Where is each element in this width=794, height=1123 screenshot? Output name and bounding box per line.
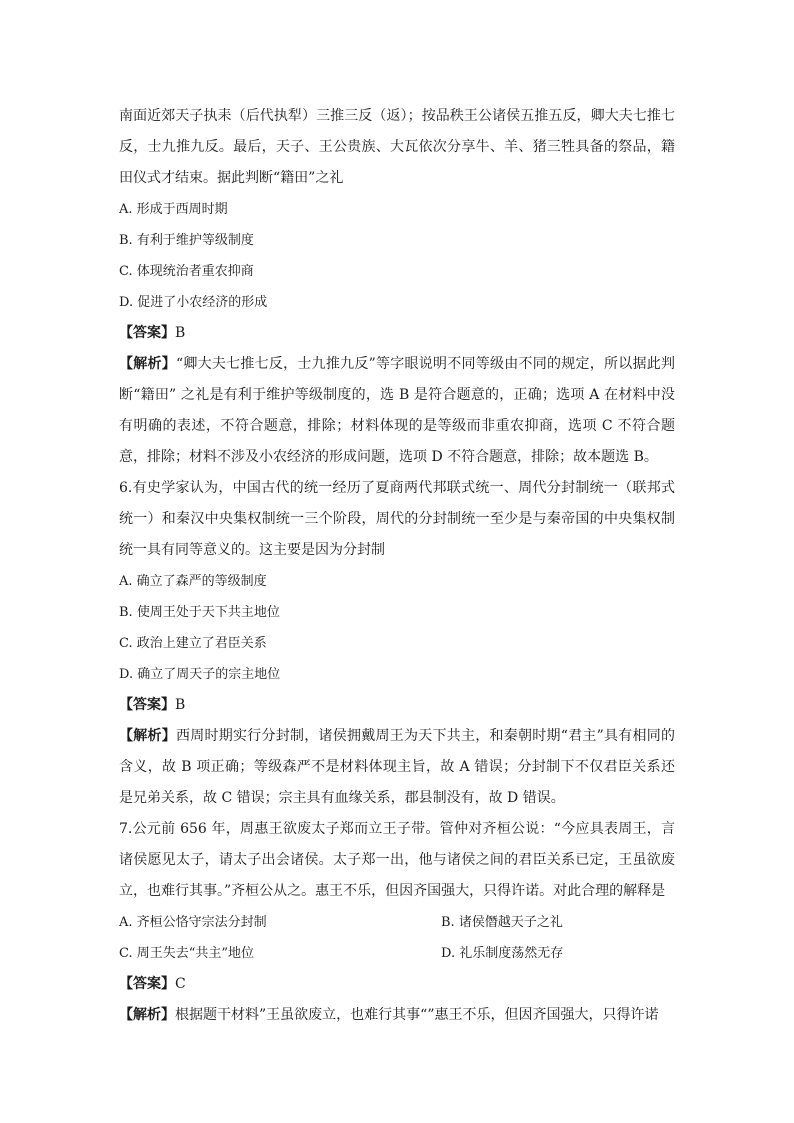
question-5-answer <box>119 318 675 349</box>
question-5 <box>119 101 675 473</box>
question-6-option-b: B. 使周王处于天下共主地位 <box>119 605 280 620</box>
question-6-option-d: D. 确立了周天子的宗主地位 <box>119 667 281 682</box>
question-7-option-c: C. 周王失去“共主”地位 <box>119 946 255 961</box>
question-7-option-d: D. 礼乐制度荡然无存 <box>441 946 564 961</box>
question-7-answer <box>119 969 675 1000</box>
analysis-text: 根据题干材料”王虽欲废立，也难行其事“”惠王不乐，但因齐国强大，只得许诺 <box>175 1007 659 1023</box>
question-5-analysis <box>119 349 675 473</box>
question-6-option-c: C. 政治上建立了君臣关系 <box>119 636 267 651</box>
question-5-option-b: B. 有利于维护等级制度 <box>119 233 254 248</box>
answer-label: 【答案】 <box>119 325 175 341</box>
document-content <box>119 101 675 1031</box>
analysis-text: “卿大夫七推七反，士九推九反”等字眼说明不同等级由不同的规定，所以据此判断“籍田” 之礼是有利于维护等级制度的，选 B 是符合题意的，正确；选项 A 在材料中没有明确的表述，不符合题意，排除；材料体现的是等级而非重农抑商，选项 C 不符合题意，排除；材料不涉及小农经济的形成问题，选项 D 不符合题意，排除；故本题选 B。 <box>119 356 676 465</box>
question-5-option-c: C. 体现统治者重农抑商 <box>119 264 254 279</box>
question-6-analysis <box>119 721 675 814</box>
analysis-label: 【解析】 <box>119 356 176 372</box>
question-6 <box>119 473 675 814</box>
question-6-stem: 6.有史学家认为，中国古代的统一经历了夏商两代邦联式统一、周代分封制统一（联邦式统一）和秦汉中央集权制统一三个阶段，周代的分封制统一至少是与秦帝国的中央集权制统一具有同等意义的。这主要是因为分封制 <box>119 480 675 558</box>
question-7-options-row-2 <box>119 938 675 969</box>
analysis-text: 西周时期实行分封制，诸侯拥戴周王为天下共主，和秦朝时期“君主”具有相同的含义，故 B 项正确；等级森严不是材料体现主旨，故 A 错误；分封制下不仅君臣关系还是兄弟关系，故 C 错误；宗主具有血缘关系，郡县制没有，故 D 错误。 <box>119 728 676 806</box>
answer-value: B <box>175 697 186 713</box>
question-6-answer <box>119 690 675 721</box>
question-5-stem: 南面近郊天子执耒（后代执犁）三推三反（返）；按品秩王公诸侯五推五反，卿大夫七推七反，士九推九反。最后，天子、王公贵族、大瓦依次分享牛、羊、猪三牲具备的祭品，籍田仪式才结束。据此判断“籍田”之礼 <box>119 108 675 186</box>
analysis-label: 【解析】 <box>119 1007 175 1023</box>
answer-label: 【答案】 <box>119 976 175 992</box>
answer-label: 【答案】 <box>119 697 175 713</box>
analysis-label: 【解析】 <box>119 728 176 744</box>
question-7-option-b: B. 诸侯僭越天子之礼 <box>441 915 563 930</box>
question-6-option-a: A. 确立了森严的等级制度 <box>119 574 267 589</box>
question-7-stem: 7.公元前 656 年，周惠王欲废太子郑而立王子带。管仲对齐桓公说：“今应具表周王，言诸侯愿见太子，请太子出会诸侯。太子郑一出，他与诸侯之间的君臣关系已定，王虽欲废立，也难行其事。”齐桓公从之。惠王不乐，但因齐国强大，只得许诺。对此合理的解释是 <box>119 821 675 899</box>
question-5-option-d: D. 促进了小农经济的形成 <box>119 295 268 310</box>
question-5-option-a: A. 形成于西周时期 <box>119 202 228 217</box>
answer-value: B <box>175 325 186 341</box>
question-7-analysis <box>119 1000 675 1031</box>
question-7-options-row-1 <box>119 907 675 938</box>
question-7 <box>119 814 675 1031</box>
question-7-option-a: A. 齐桓公恪守宗法分封制 <box>119 915 267 930</box>
answer-value: C <box>175 976 186 992</box>
